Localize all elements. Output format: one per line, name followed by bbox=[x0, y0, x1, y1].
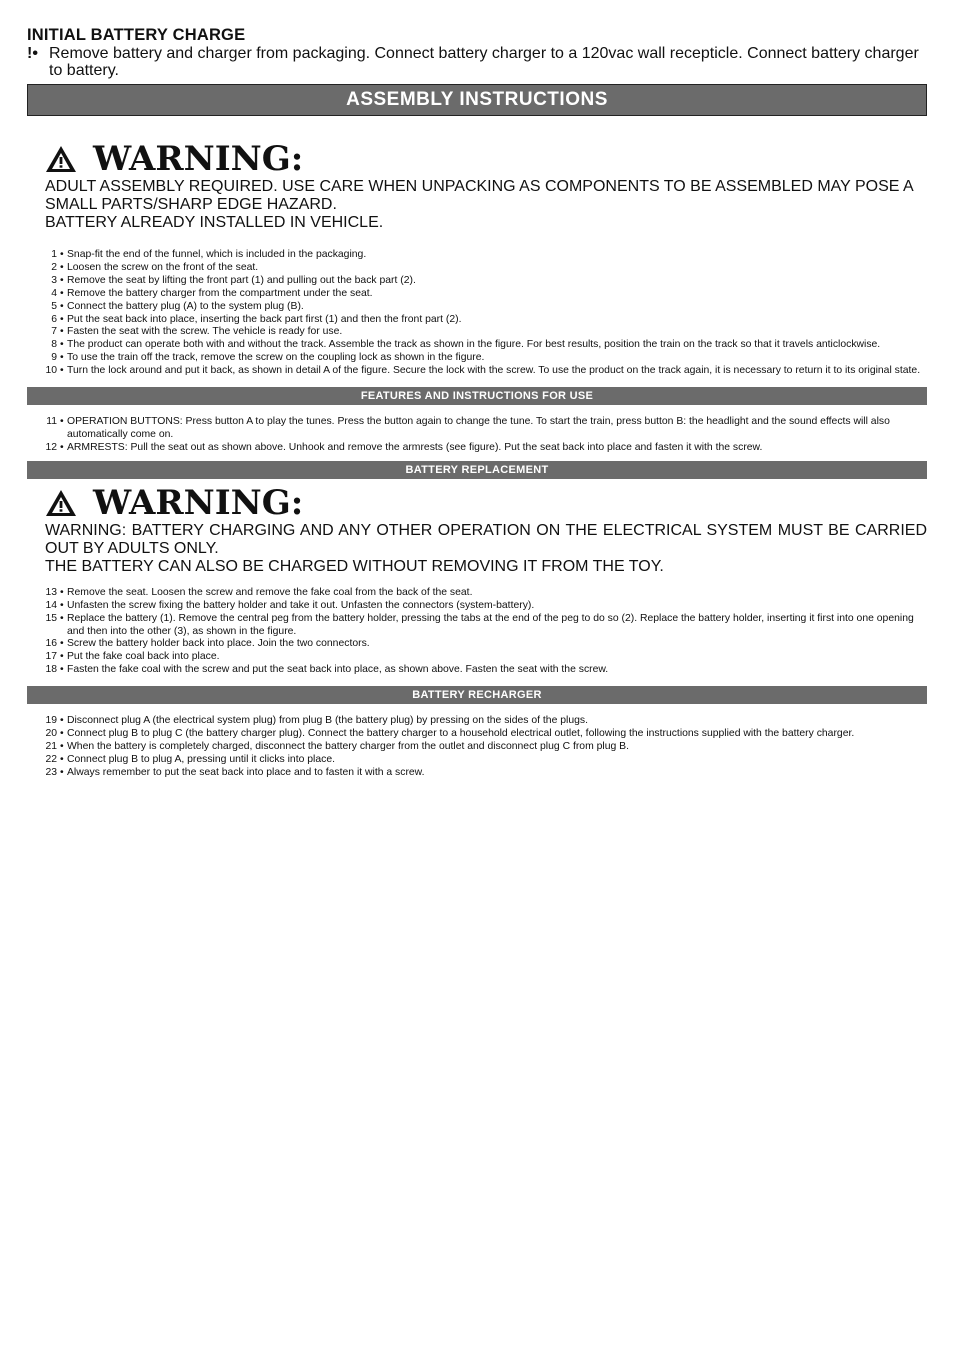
step-number: 21 bbox=[45, 740, 57, 752]
replacement-warning-head bbox=[45, 484, 927, 522]
step-item bbox=[27, 301, 927, 314]
recharger-steps-list bbox=[27, 715, 927, 780]
step-item bbox=[27, 728, 927, 741]
step-item bbox=[27, 715, 927, 728]
step-number: 23 bbox=[45, 766, 57, 778]
assembly-instructions-bar: ASSEMBLY INSTRUCTIONS bbox=[27, 84, 927, 116]
bullet-icon: • bbox=[60, 753, 64, 765]
assembly-warning-head bbox=[45, 140, 927, 178]
bullet-icon: • bbox=[60, 261, 64, 273]
step-number: 6 bbox=[51, 313, 57, 325]
step-item bbox=[27, 365, 927, 378]
step-item bbox=[27, 442, 927, 455]
bullet-icon: • bbox=[60, 586, 64, 598]
step-number: 16 bbox=[45, 638, 57, 650]
bullet-icon: • bbox=[60, 599, 64, 611]
step-item bbox=[27, 638, 927, 651]
step-item bbox=[27, 600, 927, 613]
initial-charge-row bbox=[27, 45, 927, 79]
step-text: To use the train off the track, remove the screw on the coupling lock as shown in the figure. bbox=[67, 352, 485, 364]
bullet-icon: • bbox=[60, 313, 64, 325]
bullet-icon: • bbox=[60, 715, 64, 727]
bullet-icon: • bbox=[60, 651, 64, 663]
step-text: When the battery is completely charged, disconnect the battery charger from the outlet and disconnect plug C from plug B. bbox=[67, 740, 629, 752]
step-item bbox=[27, 326, 927, 339]
bullet-icon: • bbox=[60, 612, 64, 624]
step-number: 2 bbox=[51, 261, 57, 273]
step-number: 19 bbox=[45, 715, 57, 727]
step-text: Always remember to put the seat back into place and to fasten it with a screw. bbox=[67, 766, 425, 778]
step-text: Replace the battery (1). Remove the central peg from the battery holder, pressing the tabs at the end of the peg to do so (2). Replace the battery holder, inserting it first into one opening and then into the other (3), as shown in the figure. bbox=[67, 612, 914, 637]
step-number: 17 bbox=[45, 651, 57, 663]
bullet-icon: • bbox=[60, 326, 64, 338]
step-item bbox=[27, 288, 927, 301]
bullet-icon: • bbox=[60, 740, 64, 752]
features-steps-list bbox=[27, 416, 927, 455]
step-number: 4 bbox=[51, 287, 57, 299]
manual-page bbox=[27, 26, 927, 780]
step-text: Disconnect plug A (the electrical system plug) from plug B (the battery plug) by pressing on the sides of the plugs. bbox=[67, 715, 588, 727]
bullet-icon: • bbox=[60, 352, 64, 364]
step-number: 5 bbox=[51, 300, 57, 312]
warning-triangle-icon bbox=[45, 489, 77, 517]
bullet-icon: • bbox=[60, 287, 64, 299]
step-text: Remove the seat. Loosen the screw and remove the fake coal from the back of the seat. bbox=[67, 586, 473, 598]
step-item bbox=[27, 416, 927, 442]
replacement-warning bbox=[27, 484, 927, 576]
step-number: 1 bbox=[51, 249, 57, 260]
bullet-icon: • bbox=[60, 728, 64, 740]
bullet-icon: • bbox=[60, 365, 64, 377]
step-text: Turn the lock around and put it back, as shown in detail A of the figure. Secure the lock with the screw. To use the product on the track again, it is necessary to return it to its original state. bbox=[67, 365, 921, 377]
bullet-icon: • bbox=[60, 300, 64, 312]
replacement-warning-line2: THE BATTERY CAN ALSO BE CHARGED WITHOUT REMOVING IT FROM THE TOY. bbox=[45, 557, 664, 575]
bullet-icon: • bbox=[60, 638, 64, 650]
bullet-icon: • bbox=[60, 664, 64, 676]
replacement-warning-line1: WARNING: BATTERY CHARGING AND ANY OTHER OPERATION ON THE ELECTRICAL SYSTEM MUST BE CARRIED OUT BY ADULTS ONLY. bbox=[45, 521, 927, 557]
step-number: 12 bbox=[45, 441, 57, 453]
initial-charge-heading: INITIAL BATTERY CHARGE bbox=[27, 26, 246, 44]
step-number: 3 bbox=[51, 274, 57, 286]
step-item bbox=[27, 249, 927, 262]
initial-charge-section bbox=[27, 26, 927, 79]
initial-charge-text: Remove battery and charger from packaging. Connect battery charger to a 120vac wall recepticle. Connect battery charger to battery. bbox=[49, 45, 919, 79]
step-text: The product can operate both with and without the track. Assemble the track as shown in the figure. For best results, position the train on the track so that it travels anticlockwise. bbox=[67, 339, 881, 351]
step-item bbox=[27, 314, 927, 327]
replacement-steps-list bbox=[27, 587, 927, 677]
step-item bbox=[27, 613, 927, 639]
assembly-warning-line1: ADULT ASSEMBLY REQUIRED. USE CARE WHEN UNPACKING AS COMPONENTS TO BE ASSEMBLED MAY POSE A SMALL PARTS/SHARP EDGE HAZARD. bbox=[45, 178, 913, 213]
assembly-steps-list bbox=[27, 249, 927, 378]
step-text: OPERATION BUTTONS: Press button A to play the tunes. Press the button again to change the tune. To start the train, press button B: the headlight and the sound effects will also automatically come on. bbox=[67, 416, 890, 440]
bullet-icon: • bbox=[60, 416, 64, 428]
step-item bbox=[27, 651, 927, 664]
step-item bbox=[27, 262, 927, 275]
step-text: Connect the battery plug (A) to the system plug (B). bbox=[67, 300, 304, 312]
step-text: Remove the battery charger from the compartment under the seat. bbox=[67, 287, 373, 299]
step-text: Remove the seat by lifting the front part (1) and pulling out the back part (2). bbox=[67, 274, 416, 286]
bullet-icon: • bbox=[60, 249, 64, 260]
warning-triangle-icon bbox=[45, 145, 77, 173]
step-number: 22 bbox=[45, 753, 57, 765]
step-item bbox=[27, 664, 927, 677]
step-item bbox=[27, 587, 927, 600]
step-text: Unfasten the screw fixing the battery holder and take it out. Unfasten the connectors (system-battery). bbox=[67, 599, 535, 611]
step-item bbox=[27, 352, 927, 365]
assembly-warning bbox=[27, 140, 927, 232]
step-text: Fasten the seat with the screw. The vehicle is ready for use. bbox=[67, 326, 343, 338]
replacement-warning-title: WARNING: bbox=[93, 482, 304, 523]
assembly-warning-title: WARNING: bbox=[93, 139, 304, 179]
step-item bbox=[27, 767, 927, 780]
step-item bbox=[27, 275, 927, 288]
step-text: Connect plug B to plug C (the battery charger plug). Connect the battery charger to a household electrical outlet, following the instructions supplied with the battery charger. bbox=[67, 728, 855, 740]
battery-replacement-bar: BATTERY REPLACEMENT bbox=[27, 461, 927, 479]
initial-charge-mark: !• bbox=[27, 45, 38, 62]
step-number: 18 bbox=[45, 664, 57, 676]
step-number: 13 bbox=[45, 586, 57, 598]
step-item bbox=[27, 339, 927, 352]
step-text: Screw the battery holder back into place. Join the two connectors. bbox=[67, 638, 370, 650]
step-item bbox=[27, 741, 927, 754]
step-item bbox=[27, 754, 927, 767]
step-text: Put the fake coal back into place. bbox=[67, 651, 220, 663]
step-number: 9 bbox=[51, 352, 57, 364]
step-number: 15 bbox=[45, 612, 57, 624]
assembly-warning-line2: BATTERY ALREADY INSTALLED IN VEHICLE. bbox=[45, 214, 384, 231]
bullet-icon: • bbox=[60, 274, 64, 286]
bullet-icon: • bbox=[60, 441, 64, 453]
step-text: Put the seat back into place, inserting the back part first (1) and then the front part (2). bbox=[67, 313, 462, 325]
bullet-icon: • bbox=[60, 766, 64, 778]
step-text: Connect plug B to plug A, pressing until it clicks into place. bbox=[67, 753, 335, 765]
step-number: 11 bbox=[46, 416, 57, 428]
step-text: Snap-fit the end of the funnel, which is included in the packaging. bbox=[67, 249, 367, 260]
battery-recharger-bar: BATTERY RECHARGER bbox=[27, 686, 927, 704]
features-bar: FEATURES AND INSTRUCTIONS FOR USE bbox=[27, 387, 927, 405]
step-number: 7 bbox=[51, 326, 57, 338]
step-number: 14 bbox=[45, 599, 57, 611]
step-text: ARMRESTS: Pull the seat out as shown above. Unhook and remove the armrests (see figure). Put the seat back into place and fasten it with the screw. bbox=[67, 441, 763, 453]
bullet-icon: • bbox=[60, 339, 64, 351]
step-text: Loosen the screw on the front of the seat. bbox=[67, 261, 259, 273]
step-number: 20 bbox=[45, 728, 57, 740]
step-number: 8 bbox=[51, 339, 57, 351]
step-text: Fasten the fake coal with the screw and put the seat back into place, as shown above. Fasten the seat with the screw. bbox=[67, 664, 609, 676]
step-number: 10 bbox=[45, 365, 57, 377]
